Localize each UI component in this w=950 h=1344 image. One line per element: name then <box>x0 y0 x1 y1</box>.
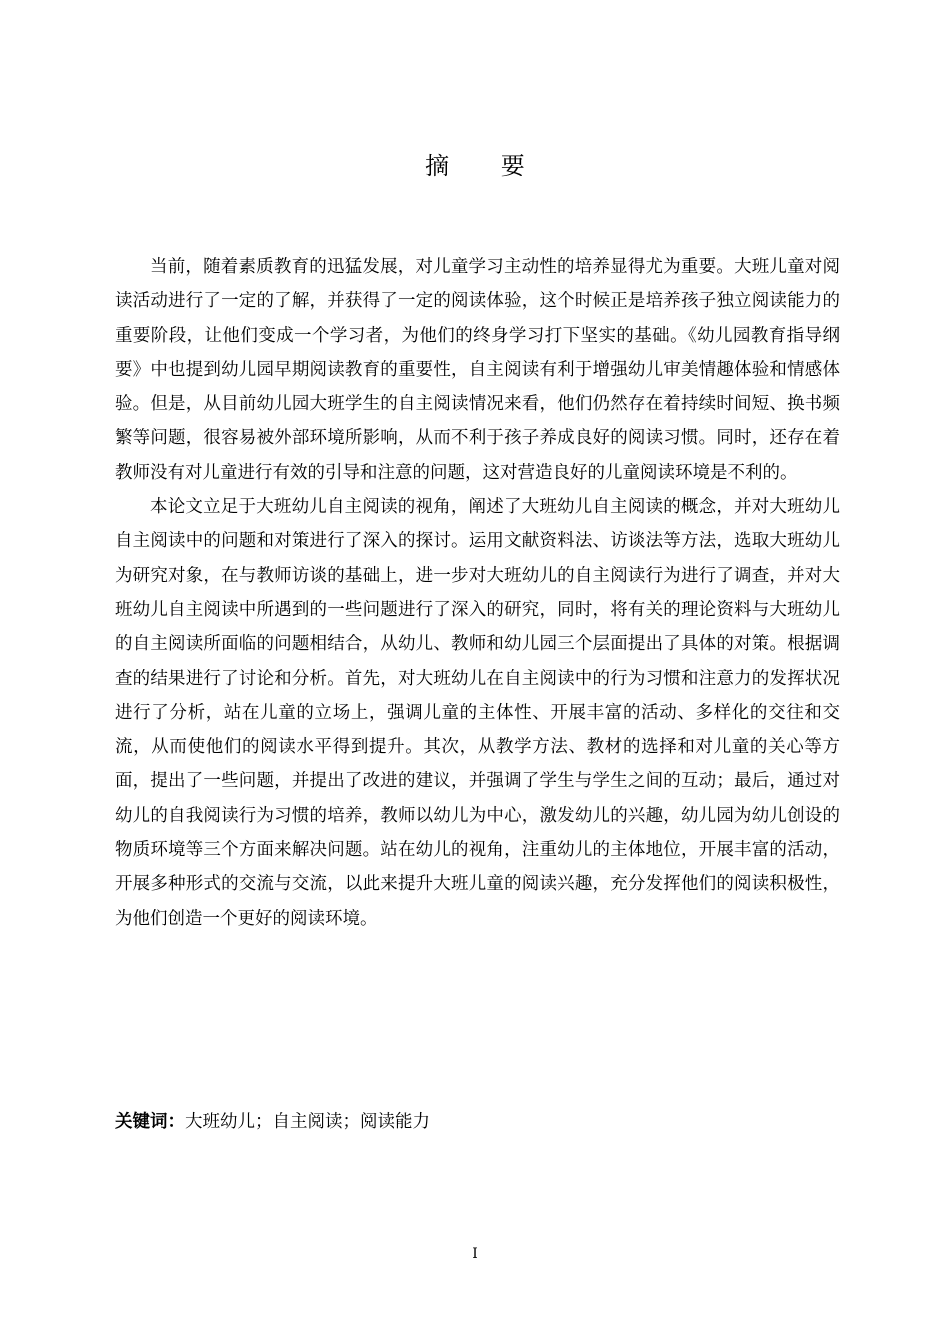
abstract-paragraph-2: 本论文立足于大班幼儿自主阅读的视角，阐述了大班幼儿自主阅读的概念，并对大班幼儿自主阅读中的问题和对策进行了深入的探讨。运用文献资料法、访谈法等方法，选取大班幼儿为研究对象，在与教师访谈的基础上，进一步对大班幼儿的自主阅读行为进行了调查，并对大班幼儿自主阅读中所遇到的一些问题进行了深入的研究，同时，将有关的理论资料与大班幼儿的自主阅读所面临的问题相结合，从幼儿、教师和幼儿园三个层面提出了具体的对策。根据调查的结果进行了讨论和分析。首先，对大班幼儿在自主阅读中的行为习惯和注意力的发挥状况进行了分析，站在儿童的立场上，强调儿童的主体性、开展丰富的活动、多样化的交往和交流，从而使他们的阅读水平得到提升。其次，从教学方法、教材的选择和对儿童的关心等方面，提出了一些问题，并提出了改进的建议，并强调了学生与学生之间的互动；最后，通过对幼儿的自我阅读行为习惯的培养，教师以幼儿为中心，激发幼儿的兴趣，幼儿园为幼儿创设的物质环境等三个方面来解决问题。站在幼儿的视角，注重幼儿的主体地位，开展丰富的活动，开展多种形式的交流与交流，以此来提升大班儿童的阅读兴趣，充分发挥他们的阅读积极性，为他们创造一个更好的阅读环境。 <box>115 497 840 929</box>
abstract-body <box>115 250 840 936</box>
page-title: 摘 要 <box>425 152 547 180</box>
page-number: I <box>472 1246 478 1262</box>
keywords-line <box>115 1105 840 1139</box>
abstract-paragraph-1: 当前，随着素质教育的迅猛发展，对儿童学习主动性的培养显得尤为重要。大班儿童对阅读活动进行了一定的了解，并获得了一定的阅读体验，这个时候正是培养孩子独立阅读能力的重要阶段，让他们变成一个学习者，为他们的终身学习打下坚实的基础。《幼儿园教育指导纲要》中也提到幼儿园早期阅读教育的重要性，自主阅读有利于增强幼儿审美情趣体验和情感体验。但是，从目前幼儿园大班学生的自主阅读情况来看，他们仍然存在着持续时间短、换书频繁等问题，很容易被外部环境所影响，从而不利于孩子养成良好的阅读习惯。同时，还存在着教师没有对儿童进行有效的引导和注意的问题，这对营造良好的儿童阅读环境是不利的。 <box>115 257 840 483</box>
keywords-text: 大班幼儿；自主阅读；阅读能力 <box>185 1112 430 1132</box>
keywords-label: 关键词： <box>115 1112 185 1132</box>
